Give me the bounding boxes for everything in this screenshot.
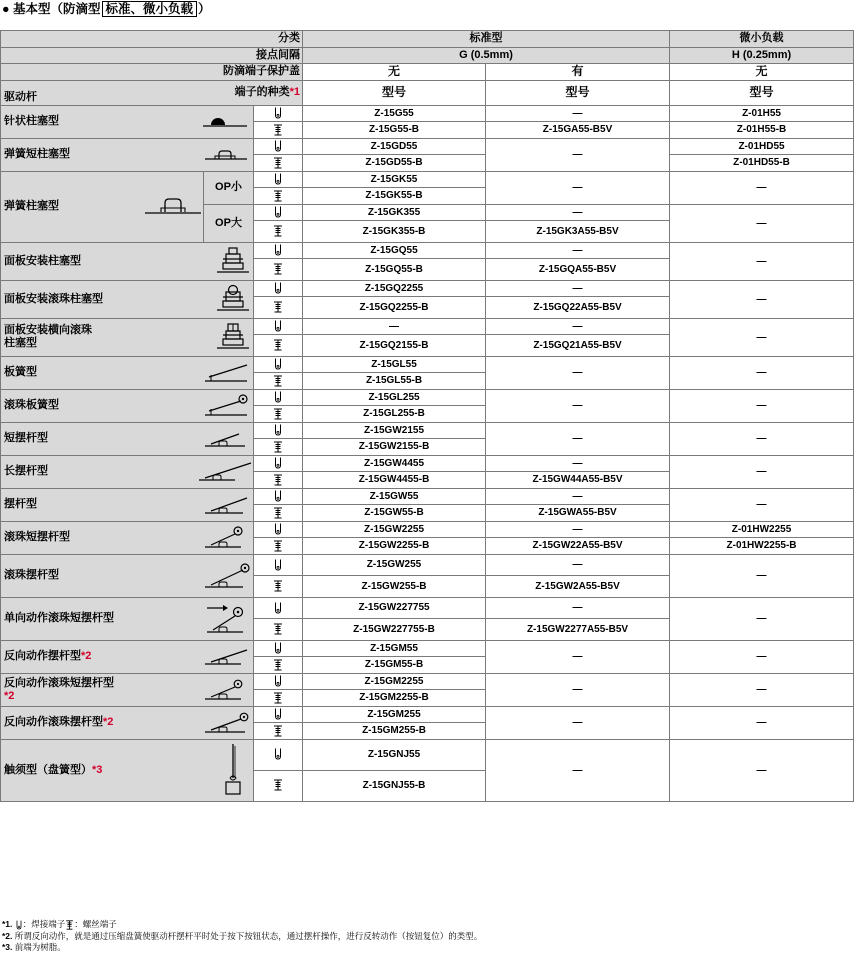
- solder-terminal-icon: [273, 173, 283, 185]
- row-panel-roller-plunger: 面板安装滚珠柱塞型 Z-15GQ2255 — —: [1, 280, 854, 297]
- screw-terminal-icon: [273, 692, 283, 704]
- screw-terminal-icon: [273, 474, 283, 486]
- spec-table: 分类 标准型 微小负载 接点间隔 G (0.5mm) H (0.25mm) 防滴端子保护盖 无 有 无 驱动杆 端子的种类*1 型号 型号 型号 针状柱塞型 Z-15G55 — Z-01H55 Z-15G55-B Z-15GA55-B5V Z-01H55-B 弹簧短柱塞型 Z-15GD55 — Z-01HD55 Z-15GD55-B Z-01HD55-B 弹簧柱塞型 OP小 Z-15GK55 — — Z-15GK55-B OP大 Z-15GK355 — — Z-15GK355-B Z-15GK3A55-B5V 面板安装柱塞型 Z-15GQ55 — — Z-15GQ55-B Z-15GQA55-B5V 面板安装滚珠柱塞型 Z-15GQ2255 — — Z-15GQ2255-B Z-15GQ22A55-B5V 面板安装横向滚珠 柱塞型 — — — Z-15GQ2155-B Z-15GQ21A55-B5V 板簧型 Z-15GL55 — — Z-15GL55-B 滚珠板簧型 Z-15GL255 — — Z-15GL255-B 短摆杆型 Z-15GW2155 — — Z-15GW2155-B 长摆杆型 Z-15GW4455 — — Z-15GW4455-B Z-15GW44A55-B5V 摆杆型 Z-15GW55 — — Z-15GW55-B Z-15GWA55-B5V 滚珠短摆杆型 Z-15GW2255 — Z-01HW2255 Z-15GW2255-B Z-15GW22A55-B5V Z-01HW2255-B 滚珠摆杆型 Z-15GW255 — — Z-15GW255-B Z-15GW2A55-B5V 单向动作滚珠短摆杆型 Z-15GW227755 — — Z-15GW227755-B Z-15GW2277A55-B5V 反向动作摆杆型*2 Z-15GM55 — — Z-15GM55-B 反向动作滚珠短摆杆型 *2 Z-15GM2255 — — Z-15GM2255-B 反向动作滚珠摆杆型*2 Z-15GM255 — — Z-15GM255-B 触须型（盘簧型）*3 Z-15GNJ55 — — Z-15GNJ55-B: [0, 30, 854, 802]
- screw-terminal-icon: [273, 225, 283, 237]
- solder-terminal-icon: [273, 523, 283, 535]
- row-reverse-hinge-lever: 反向动作摆杆型*2 Z-15GM55 — —: [1, 640, 854, 657]
- screw-terminal-icon: [273, 725, 283, 737]
- screw-terminal-icon: [273, 540, 283, 552]
- header-row-gap: 接点间隔 G (0.5mm) H (0.25mm): [1, 47, 854, 64]
- row-reverse-roller-short-lever: 反向动作滚珠短摆杆型 *2 Z-15GM2255 — —: [1, 673, 854, 690]
- screw-terminal-icon: [273, 190, 283, 202]
- roller-hinge-lever-icon: [201, 561, 253, 591]
- screw-terminal-icon: [273, 659, 283, 671]
- section-title: ● 基本型（防滴型 标准、微小负载 ）: [2, 2, 211, 16]
- panel-plunger-icon: [213, 246, 253, 276]
- row-coil-spring: 触须型（盘簧型）*3 Z-15GNJ55 — —: [1, 739, 854, 770]
- one-way-roller-lever-icon: [201, 602, 253, 636]
- row-panel-plunger: 面板安装柱塞型 Z-15GQ55 — —: [1, 242, 854, 259]
- screw-terminal-icon: [273, 339, 283, 351]
- screw-terminal-icon: [273, 623, 283, 635]
- solder-terminal-icon: [273, 358, 283, 370]
- reverse-roller-lever-icon: [201, 710, 253, 736]
- row-roller-hinge-lever: 滚珠摆杆型 Z-15GW255 — —: [1, 554, 854, 576]
- row-pin-plunger-screw: Z-15G55-B Z-15GA55-B5V Z-01H55-B: [1, 122, 854, 139]
- solder-terminal-icon: [273, 320, 283, 332]
- solder-terminal-icon: [273, 206, 283, 218]
- solder-terminal-icon: [273, 602, 283, 614]
- screw-terminal-icon: [273, 441, 283, 453]
- solder-terminal-icon: [273, 244, 283, 256]
- solder-terminal-icon: [273, 642, 283, 654]
- row-panel-cross-roller-plunger: 面板安装横向滚珠 柱塞型 — — —: [1, 318, 854, 335]
- reverse-roller-short-lever-icon: [201, 677, 253, 703]
- short-spring-plunger-icon: [201, 146, 253, 164]
- spring-plunger-icon: [143, 194, 203, 220]
- screw-terminal-icon: [273, 779, 283, 791]
- screw-terminal-icon: [273, 157, 283, 169]
- row-reverse-roller-lever: 反向动作滚珠摆杆型*2 Z-15GM255 — —: [1, 706, 854, 723]
- solder-terminal-icon: [273, 748, 283, 760]
- screw-terminal-icon: [273, 124, 283, 136]
- screw-terminal-icon: [273, 263, 283, 275]
- solder-terminal-icon: [273, 675, 283, 687]
- footnote-3: *3. 前端为树脂。: [2, 942, 66, 952]
- row-hinge-lever: 摆杆型 Z-15GW55 — —: [1, 488, 854, 505]
- solder-terminal-icon: [273, 391, 283, 403]
- row-short-hinge-lever: 短摆杆型 Z-15GW2155 — —: [1, 422, 854, 439]
- row-roller-leaf-spring: 滚珠板簧型 Z-15GL255 — —: [1, 389, 854, 406]
- op-large-label: OP大: [204, 204, 254, 242]
- solder-terminal-icon: [273, 424, 283, 436]
- solder-terminal-icon: [273, 708, 283, 720]
- reverse-hinge-lever-icon: [201, 646, 253, 668]
- op-small-label: OP小: [204, 171, 254, 204]
- header-row-cover: 防滴端子保护盖 无 有 无: [1, 64, 854, 81]
- solder-terminal-icon: [273, 559, 283, 571]
- screw-terminal-icon: [273, 301, 283, 313]
- solder-terminal-icon: [15, 920, 23, 930]
- solder-terminal-icon: [273, 282, 283, 294]
- coil-spring-actuator-icon: [213, 742, 253, 798]
- roller-short-hinge-lever-icon: [201, 525, 253, 551]
- solder-terminal-icon: [273, 490, 283, 502]
- long-hinge-lever-icon: [195, 460, 253, 484]
- pin-plunger-icon: [201, 113, 253, 131]
- header-row-category: 分类 标准型 微小负载: [1, 31, 854, 48]
- row-spring-plunger: 弹簧柱塞型 OP小 Z-15GK55 — —: [1, 171, 854, 188]
- footnote-2: *2. 所谓反向动作，就是通过压缩盘簧使驱动杆摆杆平时处于按下按钮状态，通过摆杆操作，进行反转动作（按钮复位）的类型。: [2, 931, 483, 941]
- screw-terminal-icon: [273, 507, 283, 519]
- actuator-header: 驱动杆: [4, 90, 37, 103]
- screw-terminal-icon: [65, 920, 74, 930]
- row-leaf-spring: 板簧型 Z-15GL55 — —: [1, 356, 854, 373]
- row-pin-plunger: 针状柱塞型 Z-15G55 — Z-01H55: [1, 105, 854, 122]
- screw-terminal-icon: [273, 408, 283, 420]
- hinge-lever-icon: [201, 493, 253, 517]
- screw-terminal-icon: [273, 375, 283, 387]
- short-hinge-lever-icon: [201, 428, 253, 450]
- header-row-model: 驱动杆 端子的种类*1 型号 型号 型号: [1, 80, 854, 105]
- footnote-1: *1. ：焊接端子 ：螺丝端子: [2, 919, 117, 929]
- leaf-spring-icon: [201, 361, 253, 385]
- row-short-spring-plunger: 弹簧短柱塞型 Z-15GD55 — Z-01HD55: [1, 138, 854, 155]
- row-roller-short-hinge-lever: 滚珠短摆杆型 Z-15GW2255 — Z-01HW2255: [1, 521, 854, 538]
- row-long-hinge-lever: 长摆杆型 Z-15GW4455 — —: [1, 455, 854, 472]
- row-one-way-roller-lever: 单向动作滚珠短摆杆型 Z-15GW227755 — —: [1, 597, 854, 619]
- solder-terminal-icon: [273, 140, 283, 152]
- solder-terminal-icon: [273, 457, 283, 469]
- solder-terminal-icon: [273, 107, 283, 119]
- screw-terminal-icon: [273, 580, 283, 592]
- panel-roller-plunger-icon: [213, 284, 253, 314]
- roller-leaf-spring-icon: [201, 393, 253, 419]
- panel-cross-roller-plunger-icon: [213, 322, 253, 352]
